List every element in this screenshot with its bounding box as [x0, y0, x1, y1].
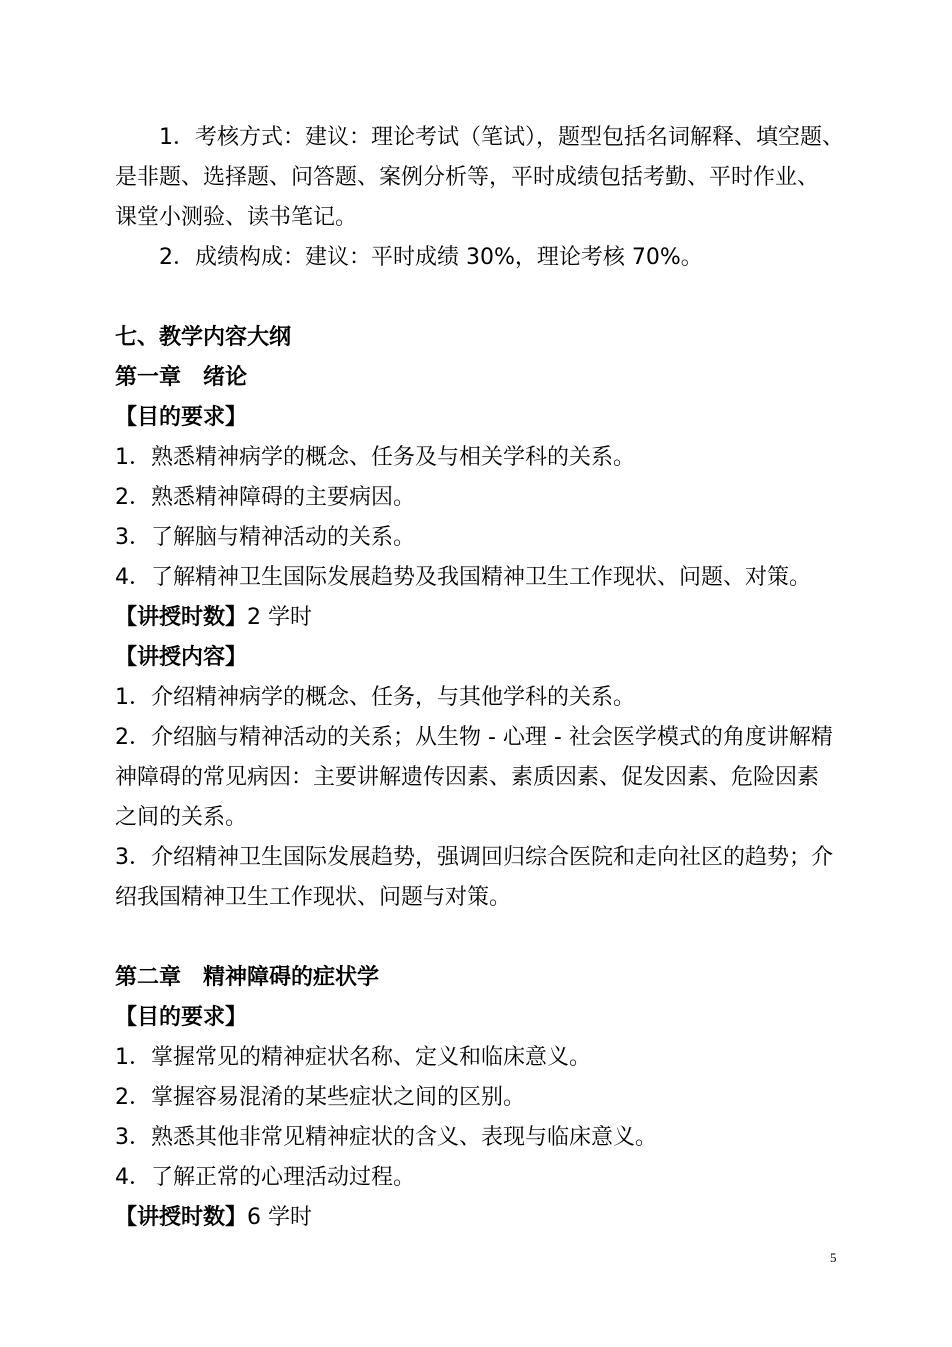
chapter1-content-1: 1．介绍精神病学的概念、任务，与其他学科的关系。: [115, 685, 635, 710]
chapter1-content-2-line-1: 2．介绍脑与精神活动的关系；从生物 - 心理 - 社会医学模式的角度讲解精: [115, 725, 833, 750]
chapter1-hours-label: 【讲授时数】: [115, 605, 248, 630]
chapter2-hours-label: 【讲授时数】: [115, 1205, 248, 1230]
chapter1-content-3-line-2: 绍我国精神卫生工作现状、问题与对策。: [115, 885, 512, 910]
assessment-item-2: 2．成绩构成：建议：平时成绩 30%，理论考核 70%。: [159, 245, 703, 270]
chapter2-goal-4: 4．了解正常的心理活动过程。: [115, 1165, 415, 1190]
chapter2-title: 第二章 精神障碍的症状学: [115, 965, 380, 990]
chapter1-content-heading: 【讲授内容】: [115, 645, 248, 670]
section-title: 七、教学内容大纲: [115, 325, 292, 350]
chapter1-goal-2: 2．熟悉精神障碍的主要病因。: [115, 485, 415, 510]
assessment-item-1-line-1: 1．考核方式：建议：理论考试（笔试），题型包括名词解释、填空题、: [159, 125, 844, 150]
chapter1-goal-3: 3．了解脑与精神活动的关系。: [115, 525, 415, 550]
chapter2-goal-3: 3．熟悉其他非常见精神症状的含义、表现与临床意义。: [115, 1125, 657, 1150]
page-number: 5: [830, 1250, 837, 1265]
chapter2-goal-2: 2．掌握容易混淆的某些症状之间的区别。: [115, 1085, 525, 1110]
chapter1-hours-value: 2 学时: [247, 605, 313, 630]
chapter2-goal-1: 1．掌握常见的精神症状名称、定义和临床意义。: [115, 1045, 591, 1070]
chapter1-goal-1: 1．熟悉精神病学的概念、任务及与相关学科的关系。: [115, 445, 635, 470]
chapter1-goals-heading: 【目的要求】: [115, 405, 248, 430]
spacer: [115, 278, 850, 318]
chapter1-goal-4: 4．了解精神卫生国际发展趋势及我国精神卫生工作现状、问题、对策。: [115, 565, 811, 590]
chapter1-hours: [115, 598, 850, 638]
chapter1-title: 第一章 绪论: [115, 365, 248, 390]
spacer: [115, 918, 850, 958]
chapter2-goals-heading: 【目的要求】: [115, 1005, 248, 1030]
assessment-item-1-line-3: 课堂小测验、读书笔记。: [115, 205, 358, 230]
chapter1-content-2-line-3: 之间的关系。: [115, 805, 248, 830]
assessment-item-1-line-2: 是非题、选择题、问答题、案例分析等，平时成绩包括考勤、平时作业、: [115, 165, 820, 190]
document-page: [115, 118, 850, 1238]
chapter2-hours: [115, 1198, 850, 1238]
chapter2-hours-value: 6 学时: [247, 1205, 313, 1230]
chapter1-content-2-line-2: 神障碍的常见病因：主要讲解遗传因素、素质因素、促发因素、危险因素: [115, 765, 820, 790]
chapter1-content-3-line-1: 3．介绍精神卫生国际发展趋势，强调回归综合医院和走向社区的趋势；介: [115, 845, 833, 870]
